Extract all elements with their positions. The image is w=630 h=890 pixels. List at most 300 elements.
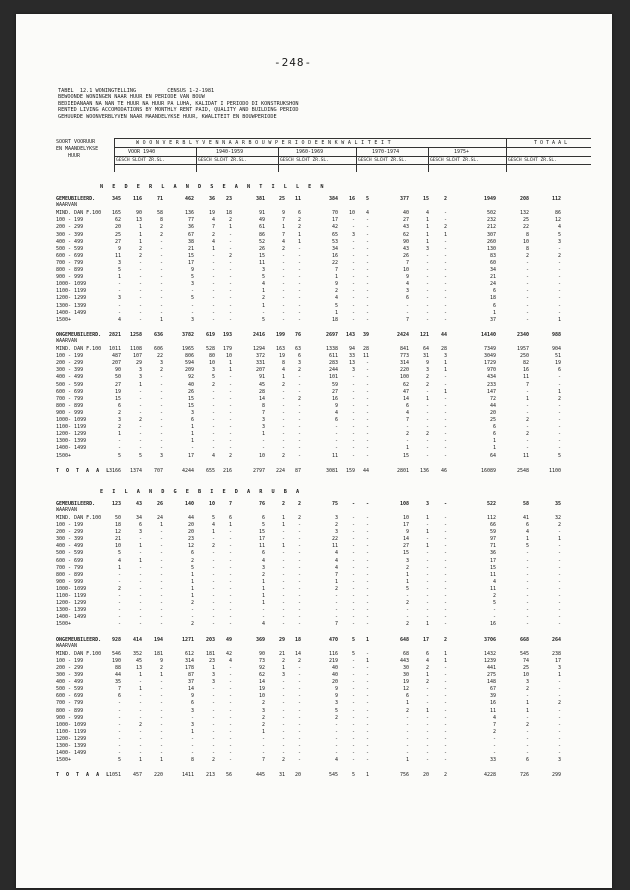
cell-value: - [138,564,142,571]
cell-value: 1 [138,381,142,388]
cell-value: - [365,707,369,714]
cell-value: 6 [525,757,529,764]
cell-value: 112 [486,514,496,521]
cell-value: 2 [443,224,447,231]
header-line: GEHUURDE WOONVERBLYVEN NAAR MAANDELYKSE HUUR, KWALITEIT EN BOUWPERIODE [58,113,277,120]
cell-value: 3782 [181,331,194,338]
row-label: 900 - 999 [56,409,84,416]
cell-value: - [334,607,338,614]
cell-value: - [365,245,369,252]
cell-value: - [228,438,232,445]
cell-value: 28 [258,388,265,395]
cell-value: - [159,417,163,423]
cell-value: - [138,621,142,628]
cell-value: - [297,743,301,749]
cell-value: - [281,395,285,402]
row-label: 1400- 1499 [56,750,87,757]
cell-value: 11 [362,353,369,360]
row-label: 1000- 1099 [56,585,87,592]
cell-value: - [297,607,301,614]
cell-value: - [525,288,529,295]
cell-value: 6 [297,210,301,217]
table-header [58,88,298,120]
cell-value: - [425,288,429,295]
cell-value: 29 [278,636,285,643]
cell-value: 6 [492,431,496,438]
cell-value: 108 [399,500,409,507]
cell-value: 2 [261,571,265,578]
cell-value: 1 [334,274,338,281]
cell-value: - [211,614,215,621]
cell-value: 140 [184,500,194,507]
cell-value: - [443,409,447,416]
cell-value: 91 [258,374,265,381]
cell-value: - [443,564,447,571]
cell-value: - [492,614,496,621]
cell-value: - [159,585,163,592]
cell-value: - [365,550,369,557]
cell-value: - [159,686,163,693]
cell-value: 44 [187,514,194,521]
cell-value: 3 [443,353,447,360]
cell-value: - [525,259,529,266]
cell-value: - [557,614,561,621]
cell-value: 1 [138,686,142,693]
cell-value: - [281,409,285,416]
cell-value: - [211,707,215,714]
cell-value: 1 [443,367,447,374]
cell-value: 12 [402,686,409,693]
cell-value: - [297,388,301,395]
cell-value: 2 [425,374,429,381]
cell-value: - [365,557,369,564]
cell-value: 216 [222,467,232,474]
cell-value: - [525,621,529,628]
cell-value: - [525,578,529,585]
cell-value: - [443,743,447,749]
cell-value: - [425,281,429,288]
cell-value: 1 [557,388,561,395]
cell-value: - [365,700,369,707]
cell-value: - [138,536,142,543]
row-label: 1300- 1399 [56,438,87,445]
cell-value: - [443,452,447,459]
cell-value: - [297,316,301,323]
cell-value: - [443,529,447,536]
cell-value: 22 [331,536,338,543]
cell-value: 3 [297,360,301,367]
cell-value: - [443,281,447,288]
cell-value: 6 [525,522,529,528]
cell-value: 2 [281,452,285,459]
cell-value: 163 [275,346,285,352]
cell-value: - [211,302,215,309]
cell-value: 37 [187,679,194,686]
cell-value: - [297,757,301,764]
cell-value: - [557,679,561,686]
cell-value: - [281,431,285,438]
cell-value: 7 [211,224,215,231]
cell-value: - [443,672,447,678]
cell-value: 8 [525,231,529,238]
cell-value: 611 [328,353,338,360]
subcolumn-labels: GESCH SLCHT ZR.SL. [198,158,247,163]
cell-value: - [425,757,429,764]
cell-value: - [365,395,369,402]
cell-value: - [443,557,447,564]
cell-value: - [138,750,142,757]
cell-value: 1 [117,274,121,281]
cell-value: 38 [187,238,194,245]
cell-value: 16089 [480,467,496,474]
cell-value: 2 [557,252,561,259]
cell-value: - [557,621,561,628]
cell-value: - [443,438,447,445]
cell-value: - [351,571,355,578]
row-label: 700 - 799 [56,700,84,707]
cell-value: - [297,281,301,288]
cell-value: 4 [334,409,338,416]
cell-value: 2 [159,231,163,238]
cell-value: 3 [159,452,163,459]
table-row [16,672,612,679]
cell-value: 1 [425,529,429,536]
cell-value: - [190,607,194,614]
cell-value: - [138,607,142,614]
cell-value: 1 [557,316,561,323]
cell-value: - [365,564,369,571]
cell-value: 3 [425,245,429,252]
cell-value: - [425,536,429,543]
cell-value: 2 [557,700,561,707]
row-label: 400 - 499 [56,238,84,245]
cell-value: - [525,728,529,735]
cell-value: 147 [486,388,496,395]
cell-value: 1 [525,707,529,714]
cell-value: 6 [117,693,121,700]
cell-value: 6 [334,417,338,423]
cell-value: - [228,259,232,266]
cell-value: 14140 [480,331,496,338]
cell-value: - [443,395,447,402]
cell-value: 2 [443,772,447,779]
row-label: 1000- 1099 [56,417,87,423]
cell-value: 1 [190,585,194,592]
cell-value: 1 [281,543,285,550]
cell-value: 208 [519,196,529,202]
cell-value: 1051 [108,772,121,779]
table-row [16,346,612,353]
cell-value: - [211,578,215,585]
cell-value: - [281,309,285,316]
cell-value: - [159,714,163,721]
cell-value: 18 [114,522,121,528]
cell-value: - [211,743,215,749]
row-label: 1100- 1199 [56,288,87,295]
cell-value: 6 [557,367,561,374]
cell-value: - [365,424,369,431]
cell-value: 928 [111,636,121,643]
cell-value: 5 [117,757,121,764]
row-label: 600 - 699 [56,252,84,259]
cell-value: - [365,621,369,628]
cell-value: 1 [443,360,447,367]
cell-value: 2797 [252,467,265,474]
cell-value: 17 [554,657,561,664]
cell-value: 545 [328,772,338,779]
cell-value: 11 [489,571,496,578]
cell-value: - [138,431,142,438]
cell-value: 1 [443,650,447,657]
cell-value: 2 [405,564,409,571]
cell-value: - [425,438,429,445]
cell-value: - [138,693,142,700]
cell-value: 5 [557,452,561,459]
cell-value: 3 [351,367,355,374]
cell-value: - [190,735,194,742]
cell-value: - [443,245,447,252]
cell-value: 11 [489,585,496,592]
cell-value: - [557,274,561,281]
cell-value: - [425,452,429,459]
cell-value: 1 [425,217,429,224]
cell-value: 1 [211,529,215,536]
cell-value: - [211,607,215,614]
cell-value: - [281,707,285,714]
cell-value: 522 [486,500,496,507]
cell-value: 275 [486,672,496,678]
table-row [16,607,612,614]
row-label: 1300- 1399 [56,743,87,749]
table-row [16,600,612,607]
table-row [16,757,612,764]
cell-value: - [159,409,163,416]
cell-value: - [281,750,285,757]
cell-value: - [297,431,301,438]
cell-value: 121 [419,331,429,338]
row-label: 800 - 899 [56,267,84,273]
cell-value: - [492,750,496,757]
cell-value: 44 [440,331,447,338]
cell-value: 1 [281,514,285,521]
cell-value: - [525,309,529,316]
cell-value: - [425,302,429,309]
cell-value: 2548 [516,467,529,474]
cell-value: 3 [261,564,265,571]
cell-value: - [261,614,265,621]
cell-value: - [557,288,561,295]
cell-value: 16 [489,700,496,707]
cell-value: 31 [422,353,429,360]
cell-value: 29 [135,360,142,367]
cell-value: 264 [551,636,561,643]
cell-value: 7 [334,621,338,628]
cell-value: 16 [522,367,529,374]
cell-value: 9 [159,657,163,664]
cell-value: 970 [486,367,496,374]
subtotal-row [16,196,612,203]
cell-value: 2 [138,252,142,259]
cell-value: - [443,402,447,409]
cell-value: - [525,316,529,323]
cell-value: - [443,417,447,423]
cell-value: - [405,728,409,735]
sublabel: WAARVAN [56,642,78,649]
cell-value: 1 [405,578,409,585]
cell-value: - [159,274,163,281]
cell-value: 88 [114,664,121,671]
table-row [16,224,612,231]
cell-value: - [228,621,232,628]
cell-value: - [525,438,529,445]
cell-value: 3 [334,700,338,707]
cell-value: 21 [489,274,496,281]
cell-value: - [557,607,561,614]
cell-value: - [261,309,265,316]
cell-value: - [211,281,215,288]
cell-value: - [351,672,355,678]
table-row [16,621,612,628]
cell-value: 62 [402,231,409,238]
cell-value: 16 [489,621,496,628]
cell-value: 1294 [252,346,265,352]
cell-value: 2 [297,217,301,224]
cell-value: - [351,728,355,735]
cell-value: 1 [425,395,429,402]
cell-value: 22 [156,353,163,360]
cell-value: - [159,621,163,628]
cell-value: 26 [258,245,265,252]
cell-value: - [525,564,529,571]
cell-value: - [351,302,355,309]
cell-value: 50 [114,514,121,521]
cell-value: 70 [331,210,338,217]
cell-value: - [159,529,163,536]
cell-value: 11 [522,374,529,381]
cell-value: - [138,259,142,266]
table-row [16,445,612,452]
cell-value: - [228,750,232,757]
cell-value: 1 [261,288,265,295]
cell-value: - [211,424,215,431]
cell-value: 7 [525,381,529,388]
cell-value: - [425,700,429,707]
cell-value: - [159,571,163,578]
cell-value: 1 [138,672,142,678]
cell-value: 1011 [108,346,121,352]
cell-value: 3 [557,757,561,764]
cell-value: 42 [225,650,232,657]
cell-value: 2 [334,585,338,592]
cell-value: - [228,593,232,599]
cell-value: - [365,409,369,416]
cell-value: 3 [405,288,409,295]
cell-value: 2 [190,557,194,564]
cell-value: - [334,735,338,742]
cell-value: 3081 [325,467,338,474]
cell-value: - [211,267,215,273]
cell-value: - [425,593,429,599]
cell-value: - [525,402,529,409]
cell-value: 1258 [129,331,142,338]
cell-value: - [281,728,285,735]
cell-value: 42 [331,224,338,231]
cell-value: 97 [489,536,496,543]
cell-value: - [228,281,232,288]
cell-value: 4 [211,217,215,224]
cell-value: 71 [489,543,496,550]
cell-value: 60 [489,259,496,266]
cell-value: 4 [261,281,265,288]
row-label: MIND. DAN F.100 [56,650,102,657]
cell-value: - [281,274,285,281]
cell-value: 34 [331,245,338,252]
cell-value: 1 [443,657,447,664]
cell-value: - [443,686,447,693]
cell-value: - [159,743,163,749]
section-title: N E D E R L A N D S E A N T I L L E N [100,184,327,190]
cell-value: - [159,245,163,252]
cell-value: 15 [402,550,409,557]
cell-value: - [159,295,163,302]
cell-value: - [228,735,232,742]
cell-value: 90 [258,650,265,657]
cell-value: - [138,316,142,323]
cell-value: - [365,267,369,273]
cell-value: 1 [261,600,265,607]
cell-value: 3 [351,231,355,238]
cell-value: - [405,593,409,599]
cell-value: - [211,536,215,543]
cell-value: 5 [525,543,529,550]
cell-value: - [351,452,355,459]
cell-value: - [365,224,369,231]
cell-value: - [492,735,496,742]
table-row [16,246,612,253]
cell-value: - [351,431,355,438]
cell-value: - [365,585,369,592]
cell-value: 4 [557,224,561,231]
cell-value: 441 [486,664,496,671]
cell-value: 2 [228,217,232,224]
cell-value: - [159,388,163,395]
row-label: 300 - 399 [56,672,84,678]
cell-value: - [443,217,447,224]
cell-value: - [159,550,163,557]
row-label: T O T A A L [56,467,112,474]
cell-value: - [138,700,142,707]
cell-value: 1 [261,302,265,309]
cell-value: 2 [281,757,285,764]
cell-value: 64 [489,452,496,459]
cell-value: - [351,757,355,764]
cell-value: 76 [294,331,301,338]
cell-value: - [261,607,265,614]
row-label: 800 - 899 [56,707,84,714]
cell-value: - [365,316,369,323]
cell-value: - [297,593,301,599]
cell-value: 2 [281,657,285,664]
cell-value: 25 [489,417,496,423]
table-row [16,536,612,543]
cell-value: - [117,281,121,288]
cell-value: - [281,621,285,628]
cell-value: - [228,600,232,607]
cell-value: 6 [492,288,496,295]
cell-value: - [443,302,447,309]
cell-value: 19 [554,360,561,367]
cell-value: 1 [211,245,215,252]
